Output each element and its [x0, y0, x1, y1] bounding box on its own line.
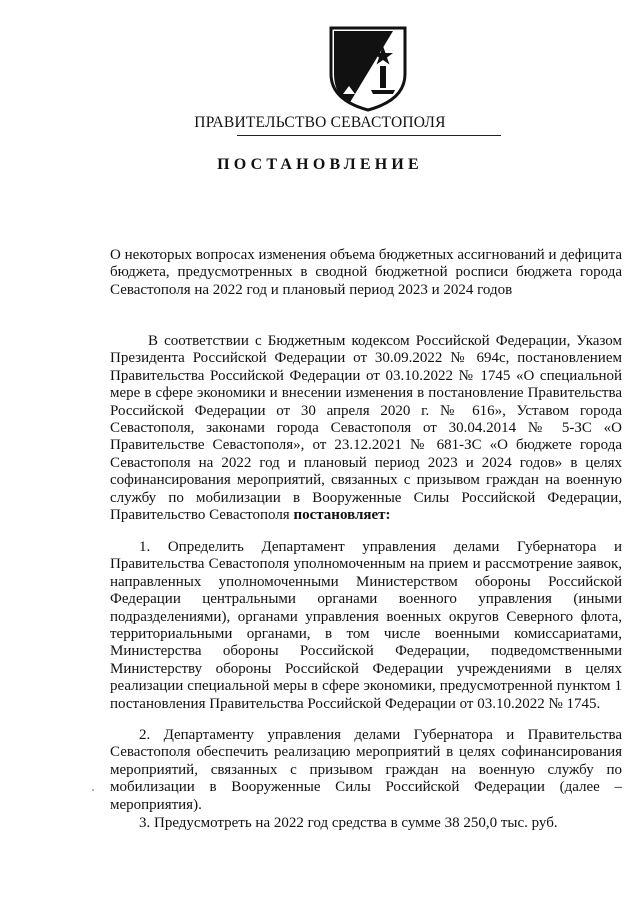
- clause-2: 2. Департаменту управления делами Губернатора и Правительства Севастополя обеспечить реализацию мероприятий в целях софинансирования мероприятий, связанных с призывом граждан на военную службу по мобилизации в Вооруженные Силы Российской Федерации (далее – мероприятия).: [110, 727, 622, 813]
- government-name: ПРАВИТЕЛЬСТВО СЕВАСТОПОЛЯ: [194, 114, 446, 131]
- document-title: О некоторых вопросах изменения объема бюджетных ассигнований и дефицита бюджета, предусмотренных в сводной бюджетной росписи бюджета города Севастополя на 2022 год и плановый период 2023 и 2024 годов: [110, 247, 622, 298]
- clause-1: 1. Определить Департамент управления делами Губернатора и Правительства Севастополя уполномоченным на прием и рассмотрение заявок, направленных уполномоченными Министерством обороны Российской Федерации центральными органами военного управления (иными подразделениями), органами управления военных округов Северного флота, территориальными органами, в том числе военными комиссариатами, Министерства обороны Российской Федерации, подведомственными Министерству обороны Российской Федерации учреждениями в целях реализации специальной меры в сфере экономики, предусмотренной пунктом 1 постановления Правительства Российской Федерации от 03.10.2022 № 1745.: [110, 539, 622, 712]
- scan-speck: [92, 789, 94, 791]
- clause-3: 3. Предусмотреть на 2022 год средства в сумме 38 250,0 тыс. руб.: [139, 815, 558, 831]
- sevastopol-coat-of-arms-icon: [327, 24, 409, 112]
- header-underline: [237, 135, 501, 136]
- preamble: [110, 333, 622, 524]
- document-type: ПОСТАНОВЛЕНИЕ: [217, 156, 423, 173]
- decree-word: постановляет:: [293, 507, 391, 524]
- preamble-text: В соответствии с Бюджетным кодексом Российской Федерации, Указом Президента Российской Федерации от 30.09.2022 № 694с, постановлением Правительства Российской Федерации от 03.10.2022 № 1745 «О специальной мере в сфере экономики и внесении изменения в постановление Правительства Российской Федерации от 30 апреля 2020 г. № 616», Уставом города Севастополя, законами города Севастополя от 30.04.2014 № 5-ЗС «О Правительстве Севастополя», от 23.12.2021 № 681-ЗС «О бюджете города Севастополя на 2022 год и плановый период 2023 и 2024 годов» в целях софинансирования мероприятий, связанных с призывом граждан на военную службу по мобилизации в Вооруженные Силы Российской Федерации, Правительство Севастополя: [110, 333, 622, 524]
